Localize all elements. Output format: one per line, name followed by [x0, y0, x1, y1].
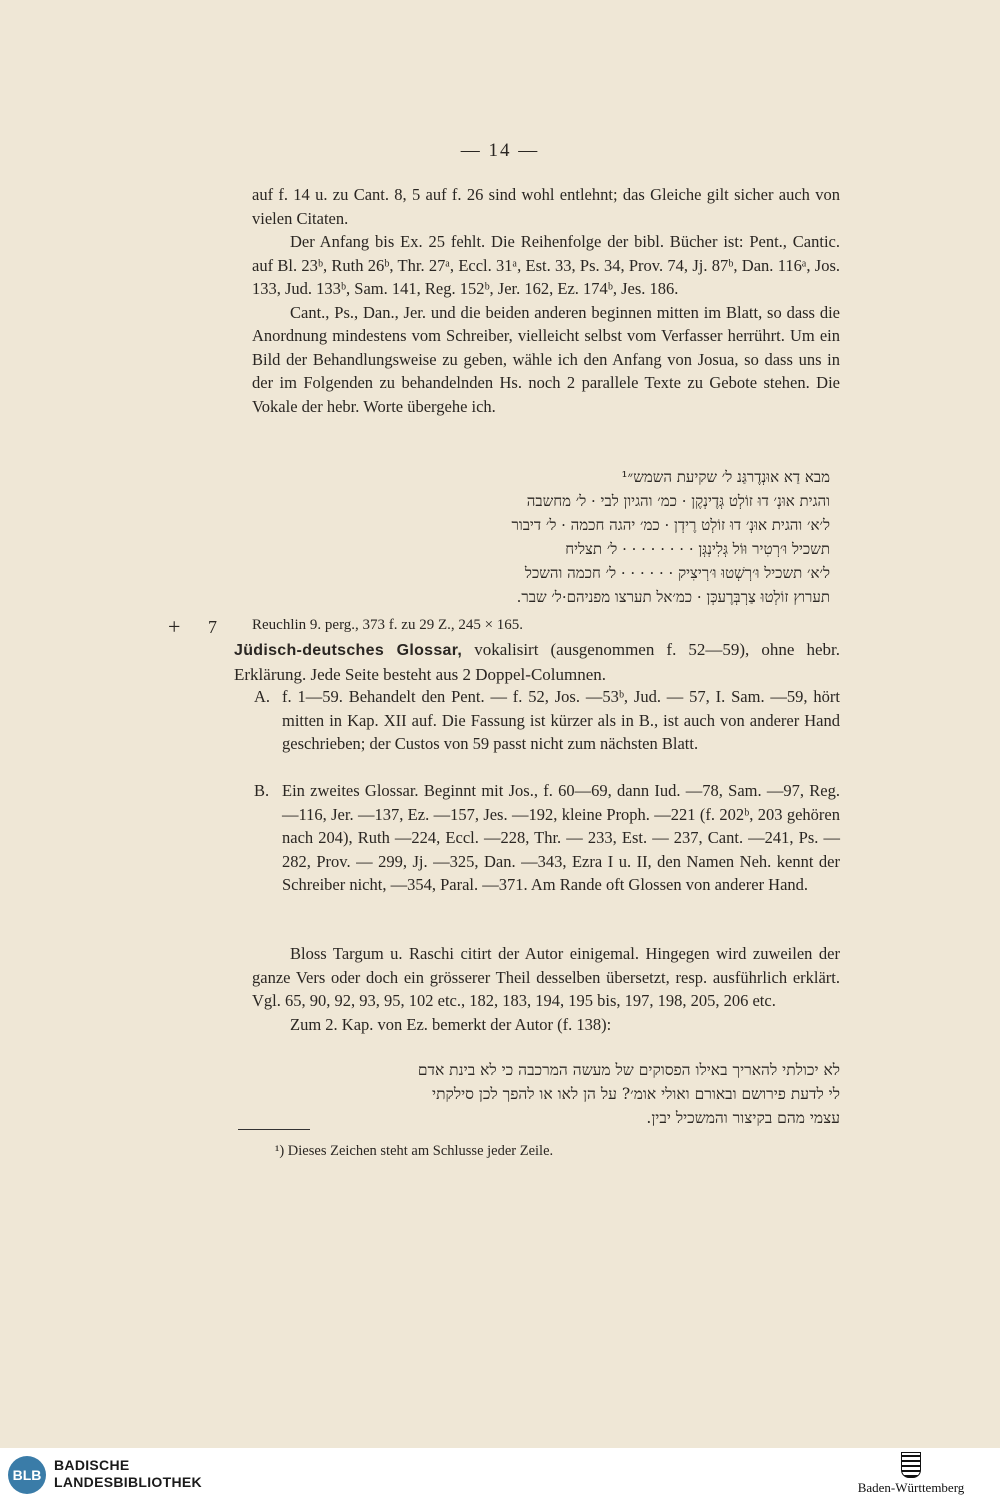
page-number: — 14 — [460, 140, 540, 161]
intro-text: auf f. 14 u. zu Cant. 8, 5 auf f. 26 sind wohl entlehnt; das Gleiche gilt sicher auch von vielen Citaten. [252, 185, 840, 228]
blb-logo-icon[interactable]: BLB [8, 1456, 46, 1494]
entry-title-rest: vokalisirt (ausgenommen f. 52—59), ohne hebr. Erklärung. Jede Seite besteht aus 2 Doppel-Columnen. [234, 640, 840, 684]
zum-paragraph: Zum 2. Kap. von Ez. bemerkt der Autor (f. 138): [290, 1014, 612, 1034]
intro-paragraph [252, 183, 840, 418]
hebrew-quote-line: לא יכולתי להאריך באילו הפסוקים של מעשה המרכבה כי לא בינת אדם [417, 1061, 840, 1079]
section-b [254, 779, 840, 897]
hebrew-line: ל׳א׳ תשכיל וּ׳רְשְׁטוּ וּ׳רְיצִיק · · · · · · ל׳ חכמה והשכל [524, 564, 830, 582]
baden-wuerttemberg-logo[interactable] [836, 1452, 986, 1496]
library-name[interactable] [54, 1457, 202, 1491]
footnote-divider [238, 1129, 310, 1130]
footnote: ¹) Dieses Zeichen steht am Schlusse jeder Zeile. [275, 1143, 554, 1159]
hebrew-line: תערוץ זוֹלְטוּ צַרְבְּרֶעכְּן · כמ׳אל תערצו מפניהם·ל׳ שבר. [516, 588, 830, 606]
section-b-label: B. [254, 781, 270, 800]
coat-of-arms-icon [901, 1452, 921, 1478]
entry-marker: + [168, 614, 181, 639]
entry-meta: Reuchlin 9. perg., 373 f. zu 29 Z., 245 × 165. [252, 617, 524, 633]
bloss-paragraph: Bloss Targum u. Raschi citirt der Autor einigemal. Hingegen wird zuweilen der ganze Vers oder doch ein grösserer Theil desselben übersetzt, resp. ausführlich erklärt. Vgl. 65, 90, 92, 93, 95, 102 etc., 182, 183, 194, 195 bis, 197, 198, 205, 206 etc. [252, 944, 840, 1010]
state-name: Baden-Württemberg [857, 1480, 965, 1495]
hebrew-quote-line: עצמי מהם בקיצור והמשכיל יבין. [646, 1109, 840, 1127]
hebrew-line: תשכיל וּ׳רְטִיר וּוֹל גְּלִינְגְּן · · · · · · · · ל׳ תצליח [565, 540, 830, 558]
hebrew-quote-block [240, 1058, 840, 1130]
section-a-text: f. 1—59. Behandelt den Pent. — f. 52, Jos. —53ᵇ, Jud. — 57, I. Sam. —59, hört mitten in Kap. XII auf. Die Fassung ist kürzer als in B., ist auch von anderer Hand geschrieben; der Custos von 59 passt nicht zum nächsten Blatt. [282, 687, 840, 753]
entry-number: 7 [208, 617, 217, 637]
section-b-text: Ein zweites Glossar. Beginnt mit Jos., f. 60—69, dann Iud. —78, Sam. —97, Reg. —116, Jer. —137, Ez. —157, Jes. —192, kleine Proph. —221 (f. 202ᵇ, 203 gehören nach 204), Ruth —224, Eccl. —228, Thr. — 233, Est. — 237, Cant. —241, Ps. —282, Prov. — 299, Jj. —325, Dan. —343, Ezra I u. II, den Namen Neh. kennt der Schreiber nicht, —354, Paral. —371. Am Rande oft Glossen von anderer Hand. [282, 781, 840, 894]
hebrew-line: ל׳א׳ והגית אוּנְ׳ דוּ זוֹלְט רֶידְן · כמ׳ יהגה חכמה · ל׳ דיבור [511, 516, 830, 534]
hebrew-example-block [230, 465, 830, 609]
entry-title: Jüdisch-deutsches Glossar, [234, 642, 463, 659]
footer-bar [0, 1448, 1000, 1500]
order-paragraph: Der Anfang bis Ex. 25 fehlt. Die Reihenfolge der bibl. Bücher ist: Pent., Cantic. auf Bl. 23ᵇ, Ruth 26ᵇ, Thr. 27ᵃ, Eccl. 31ᵃ, Est. 33, Ps. 34, Prov. 74, Jj. 87ᵇ, Dan. 116ᵃ, Jos. 133, Jud. 133ᵇ, Sam. 141, Reg. 152ᵇ, Jer. 162, Ez. 174ᵇ, Jes. 186. [252, 232, 840, 298]
hebrew-quote-line: לי לדעת פירושם ובאורם ואולי אומ׳? על הן לאו או להפך לכן סילקתי [432, 1085, 840, 1103]
library-name-line1: BADISCHE [54, 1457, 130, 1473]
hebrew-line: והגית אוּנְ׳ דוּ זוֹלְט גְּדֶינְקֶן · כמ׳ והגיון לבי · ל׳ מחשבה [526, 492, 830, 510]
section-a-label: A. [254, 687, 271, 706]
commentary-paragraphs [252, 942, 840, 1036]
library-name-line2: LANDESBIBLIOTHEK [54, 1474, 202, 1490]
section-a [254, 685, 840, 756]
arrangement-paragraph: Cant., Ps., Dan., Jer. und die beiden anderen beginnen mitten im Blatt, so dass die Anordnung mindestens vom Schreiber, vielleicht selbst vom Verfasser herrührt. Um ein Bild der Behandlungsweise zu geben, wähle ich den Anfang von Josua, so dass uns in der im Folgenden zu behandelnden Hs. noch 2 parallele Texte zu Gebote stehen. Die Vokale der hebr. Worte übergehe ich. [252, 302, 840, 416]
entry-title-block [234, 638, 840, 687]
hebrew-line: מבא דַא אוּנְדֶרגַּנ ל׳ שקיעת השמש״¹ [621, 468, 830, 486]
